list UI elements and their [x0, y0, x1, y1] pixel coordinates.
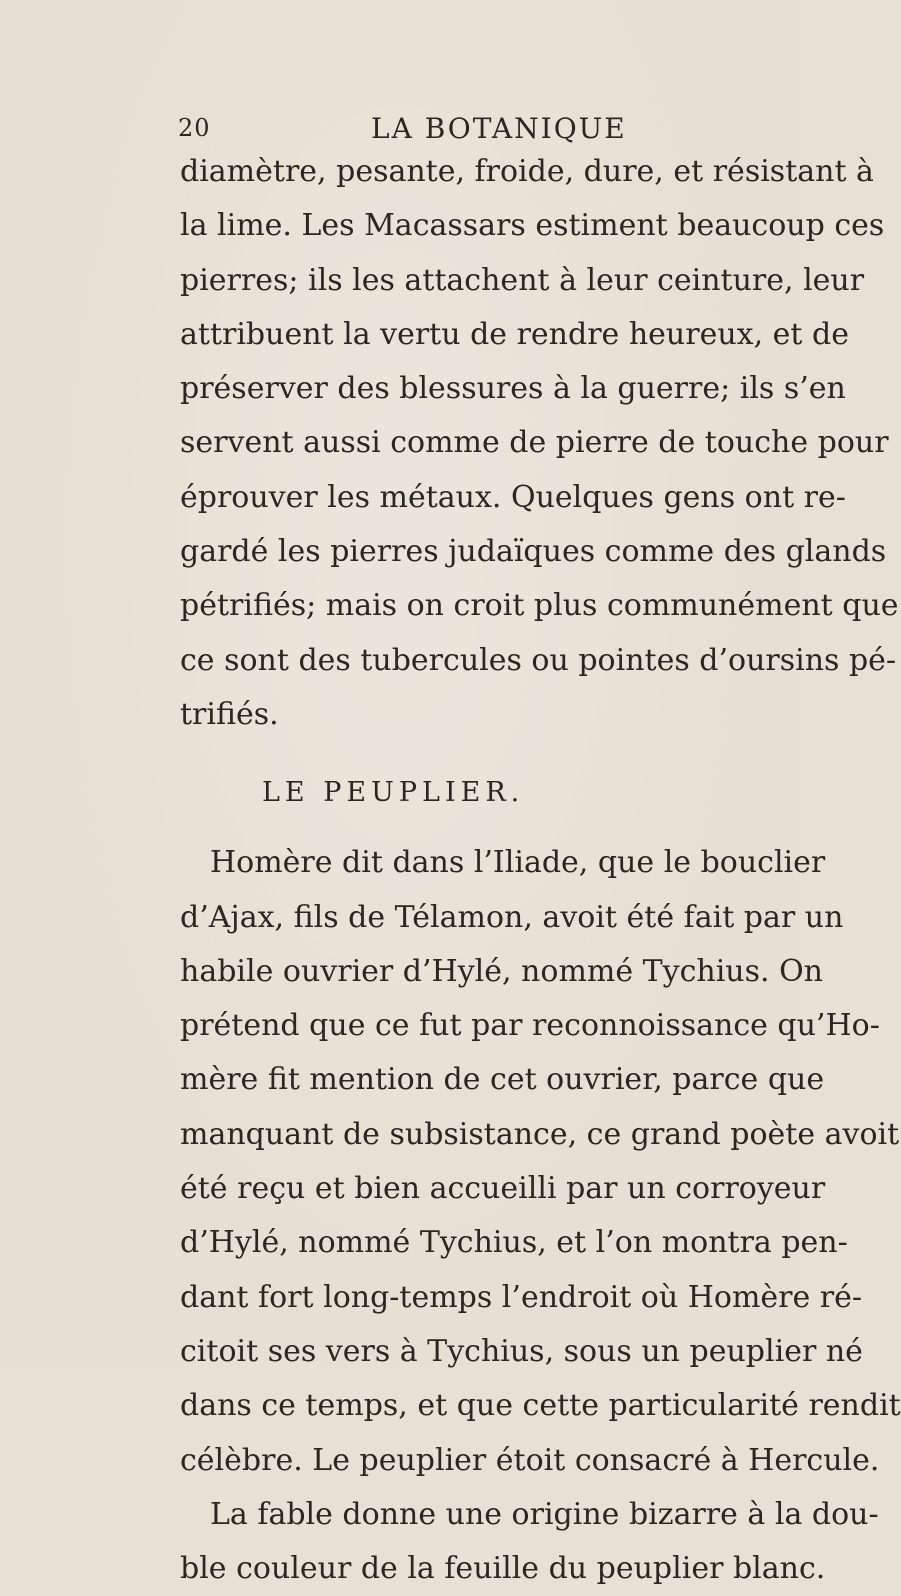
section-heading: LE PEUPLIER.	[262, 777, 525, 809]
text-line: célèbre. Le peuplier étoit consacré à Hercule.	[180, 1442, 880, 1478]
text-line: préserver des blessures à la guerre; ils s’en	[180, 371, 846, 407]
text-line: mère fit mention de cet ouvrier, parce que	[180, 1062, 825, 1098]
text-line: la lime. Les Macassars estiment beaucoup ces	[180, 208, 885, 244]
text-line: manquant de subsistance, ce grand poète avoit	[180, 1116, 900, 1152]
text-line: d’Hylé, nommé Tychius, et l’on montra pen-	[180, 1225, 848, 1261]
text-line: été reçu et bien accueilli par un corroyeur	[180, 1171, 826, 1207]
text-line: prétend que ce fut par reconnoissance qu’Ho-	[180, 1008, 880, 1044]
paragraph-peuplier	[180, 836, 901, 1488]
text-line: Homère dit dans l’Iliade, que le bouclier	[210, 845, 826, 881]
text-line: pétrifiés; mais on croit plus communément que	[180, 588, 899, 624]
running-title: LA BOTANIQUE	[371, 112, 627, 145]
text-line: servent aussi comme de pierre de touche pour	[180, 425, 889, 461]
text-block	[180, 145, 901, 1596]
text-line: dans ce temps, et que cette particularité rendit	[180, 1388, 901, 1424]
text-line: habile ouvrier d’Hylé, nommé Tychius. On	[180, 953, 824, 989]
text-line: La fable donne une origine bizarre à la dou-	[210, 1496, 879, 1532]
text-line: d’Ajax, fils de Télamon, avoit été fait par un	[180, 899, 844, 935]
text-line: diamètre, pesante, froide, dure, et résistant à	[180, 154, 874, 189]
text-line: citoit ses vers à Tychius, sous un peuplier né	[180, 1333, 863, 1369]
text-line: dant fort long-temps l’endroit où Homère ré-	[180, 1279, 863, 1315]
text-line: gardé les pierres judaïques comme des glands	[180, 534, 887, 570]
paragraph-continued	[180, 145, 899, 742]
text-line: ble couleur de la feuille du peuplier blanc.	[180, 1551, 826, 1587]
text-line: attribuent la vertu de rendre heureux, et de	[180, 316, 849, 352]
text-line: ce sont des tubercules ou pointes d’oursins pé-	[180, 642, 897, 678]
paragraph-fable	[180, 1488, 879, 1596]
text-line: pierres; ils les attachent à leur ceinture, leur	[180, 262, 865, 298]
text-line: éprouver les métaux. Quelques gens ont re-	[180, 479, 846, 515]
text-line: trifiés.	[180, 696, 279, 732]
page-number: 20	[178, 114, 211, 142]
